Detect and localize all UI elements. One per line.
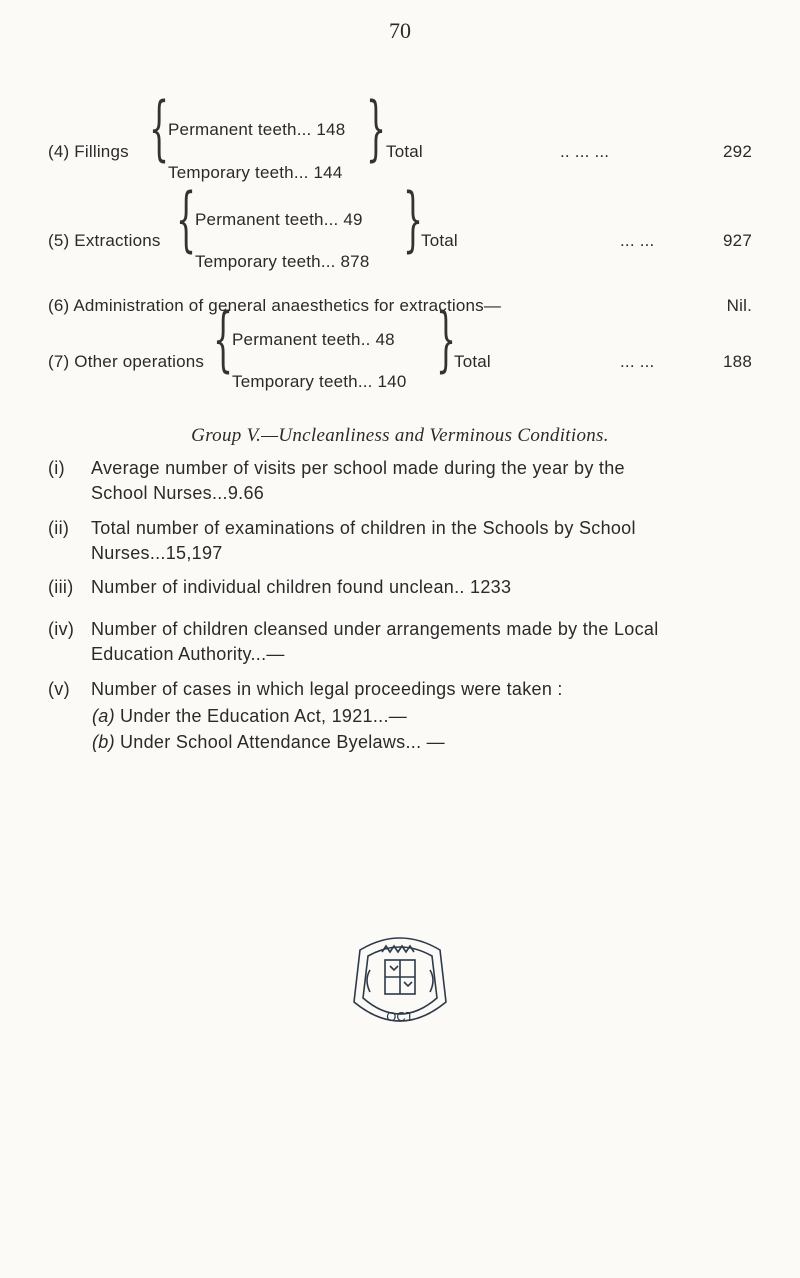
extractions-total-label: Total [421, 231, 458, 250]
other-operations-label: (7) Other operations [48, 352, 205, 371]
list-item [48, 575, 512, 600]
anaesthetics-value: Nil. [726, 296, 752, 315]
left-brace-icon: { [149, 87, 170, 169]
item-text-line2: School Nurses...9.66 [91, 483, 265, 503]
right-brace-icon: } [403, 178, 424, 260]
list-item [48, 516, 636, 563]
item-number: (iii) [48, 577, 74, 597]
anaesthetics-text: (6) Administration of general anaesthetics for extractions— [48, 296, 502, 315]
list-item [48, 456, 625, 503]
item-text-line2: Nurses...15,197 [91, 543, 223, 563]
extractions-dots: ... ... [620, 231, 655, 250]
fillings-dots: .. ... ... [560, 142, 610, 161]
item-number: (ii) [48, 518, 70, 538]
other-operations-total-label: Total [454, 352, 491, 371]
other-operations-total: 188 [723, 352, 752, 371]
page-number: 70 [389, 18, 411, 43]
fillings-label: (4) Fillings [48, 142, 129, 161]
right-brace-icon: } [366, 87, 387, 169]
item-number: (iv) [48, 619, 75, 639]
left-brace-icon: { [213, 298, 234, 380]
extractions-permanent: Permanent teeth... 49 [195, 210, 363, 229]
right-brace-icon: } [436, 298, 457, 380]
item-number: (v) [48, 679, 70, 699]
sub-list-item [92, 730, 445, 755]
stamp-text: OCT [386, 1009, 414, 1024]
extractions-temporary: Temporary teeth... 878 [195, 252, 370, 271]
item-text-line1: Number of cases in which legal proceedings were taken : [91, 679, 563, 699]
other-operations-permanent: Permanent teeth.. 48 [232, 330, 395, 349]
other-operations-dots: ... ... [620, 352, 655, 371]
extractions-total: 927 [723, 231, 752, 250]
item-text-line1: Average number of visits per school made during the year by the [91, 458, 625, 478]
other-operations-temporary: Temporary teeth... 140 [232, 372, 407, 391]
sub-item-letter: (b) [92, 732, 115, 752]
list-item [48, 677, 563, 702]
sub-item-text: Under the Education Act, 1921...— [120, 706, 408, 726]
item-text-line2: Education Authority...— [91, 644, 285, 664]
item-text-line1: Total number of examinations of children in the Schools by School [91, 518, 636, 538]
list-item [48, 617, 659, 664]
item-text-line1: Number of individual children found unclean.. 1233 [91, 577, 512, 597]
library-stamp-icon [340, 930, 460, 1040]
left-brace-icon: { [176, 178, 197, 260]
fillings-permanent: Permanent teeth... 148 [168, 120, 346, 139]
sub-item-text: Under School Attendance Byelaws... — [120, 732, 445, 752]
sub-list-item [92, 704, 408, 729]
fillings-total-label: Total [386, 142, 423, 161]
section-heading: Group V.—Uncleanliness and Verminous Conditions. [191, 425, 609, 446]
fillings-temporary: Temporary teeth... 144 [168, 163, 343, 182]
item-text-line1: Number of children cleansed under arrangements made by the Local [91, 619, 659, 639]
sub-item-letter: (a) [92, 706, 115, 726]
item-number: (i) [48, 458, 65, 478]
extractions-label: (5) Extractions [48, 231, 161, 250]
fillings-total: 292 [723, 142, 752, 161]
